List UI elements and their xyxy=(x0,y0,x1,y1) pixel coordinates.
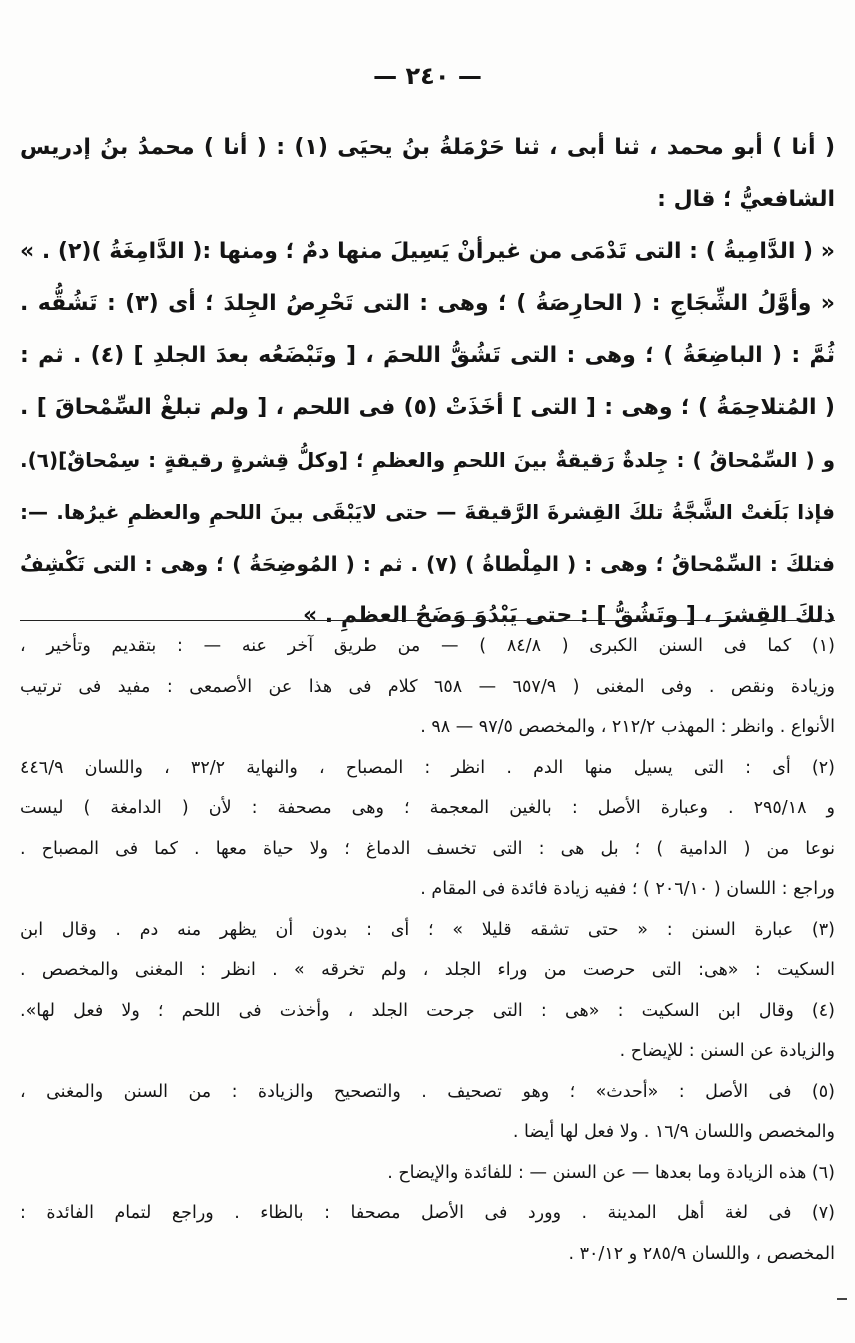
footnote-line: (٤) وقال ابن السكيت : «هى : التى جرحت الجلد ، وأخذت فى اللحم ؛ ولا فعل لها». xyxy=(20,1000,835,1021)
footnote-line: (٢) أى : التى يسيل منها الدم . انظر : المصباح ، والنهاية ٣٢/٢ ، واللسان ٤٤٦/٩ xyxy=(20,757,835,778)
scan-edge-mark xyxy=(837,1298,847,1300)
footnote-line: (٦) هذه الزيادة وما بعدها — عن السنن — : للفائدة والإيضاح . xyxy=(387,1162,835,1183)
main-text-line: و ( السِّمْحاقُ ) : جِلدةٌ رَقيقةٌ بينَ اللحمِ والعظمِ ؛ [وكلُّ قِشرةٍ رقيقةٍ : سِمْحاقٌ](٦). xyxy=(20,448,835,472)
main-text-line: ( أنا ) أبو محمد ، ثنا أبى ، ثنا حَرْمَلةُ بنُ يحيَى (١) : ( أنا ) محمدُ بنُ إدريس xyxy=(20,135,835,160)
footnote-line: نوعا من ( الدامية ) ؛ بل هى : التى تخسف الدماغ ؛ ولا حياة معها . كما فى المصباح . xyxy=(20,838,835,859)
main-text-line: فإذا بَلَغتْ الشَّجَّةُ تلكَ القِشرةَ الرَّقيقةَ — حتى لايَبْقَى بينَ اللحمِ والعظمِ غيرُها. —: xyxy=(20,500,835,524)
footnote-line: (١) كما فى السنن الكبرى ( ٨٤/٨ ) — من طريق آخر عنه — : بتقديم وتأخير ، xyxy=(20,636,835,656)
main-text-line: « وأوَّلُ الشِّجَاجِ : ( الحارِصَةُ ) ؛ وهى : التى تَحْرِصُ الجِلدَ ؛ أى (٣) : تَشُقُّه . xyxy=(20,291,835,316)
footnote-line: (٣) عبارة السنن : « حتى تشقه قليلا » ؛ أى : بدون أن يظهر منه دم . وقال ابن xyxy=(20,919,835,940)
footnote-line: (٥) فى الأصل : «أحدث» ؛ وهو تصحيف . والتصحيح والزيادة : من السنن والمغنى ، xyxy=(20,1081,835,1102)
main-text-line: فتلكَ : السِّمْحاقُ ؛ وهى : ( المِلْطاةُ ) (٧) . ثم : ( المُوضِحَةُ ) ؛ وهى : التى تَكْشِفُ xyxy=(20,552,835,576)
footnote-line: و ٢٩٥/١٨ . وعبارة الأصل : بالغين المعجمة ؛ وهى مصحفة : لأن ( الدامغة ) ليست xyxy=(20,798,835,818)
footnote-line: المخصص ، واللسان ٢٨٥/٩ و ٣٠/١٢ . xyxy=(568,1243,835,1264)
footnotes-block xyxy=(20,626,835,1274)
footnote-line: (٧) فى لغة أهل المدينة . وورد فى الأصل مصحفا : بالظاء . وراجع لتمام الفائدة : xyxy=(20,1203,835,1223)
footnote-line: والزيادة عن السنن : للإيضاح . xyxy=(619,1041,835,1061)
page-number: — ٢٤٠ — xyxy=(373,62,482,90)
footnote-line: والمخصص واللسان ١٦/٩ . ولا فعل لها أيضا . xyxy=(512,1122,835,1142)
main-text-line: ذلكَ القِشرَ ، [ وتَشُقُّ ] : حتى يَبْدُوَ وَضَحُ العظمِ . » xyxy=(302,603,835,628)
footnote-line: الأنواع . وانظر : المهذب ٢١٢/٢ ، والمخصص ٩٧/٥ — ٩٨ . xyxy=(420,717,835,737)
footnote-divider xyxy=(20,620,835,621)
main-text-line: الشافعيُّ ؛ قال : xyxy=(657,187,835,212)
footnote-line: وراجع : اللسان ( ٢٠٦/١٠ ) ؛ ففيه زيادة فائدة فى المقام . xyxy=(420,879,835,899)
main-text-line: « ( الدَّامِيةُ ) : التى تَدْمَى من غيرأنْ يَسِيلَ منها دمٌ ؛ ومنها :( الدَّامِغَةُ )(٢) . » xyxy=(20,239,835,264)
footnote-line: وزيادة ونقص . وفى المغنى ( ٦٥٧/٩ — ٦٥٨ كلام فى هذا عن الأصمعى : مفيد فى ترتيب xyxy=(20,676,835,697)
footnote-line: السكيت : «هى: التى حرصت من وراء الجلد ، ولم تخرقه » . انظر : المغنى والمخصص . xyxy=(20,960,835,980)
main-text-block xyxy=(20,122,835,642)
main-text-line: ثُمَّ : ( الباضِعَةُ ) ؛ وهى : التى تَشُقُّ اللحمَ ، [ وتَبْضَعُه بعدَ الجلدِ ] (٤) . ثم : xyxy=(20,343,835,368)
main-text-line: ( المُتلاحِمَةُ ) ؛ وهى : [ التى ] أخَذَتْ (٥) فى اللحم ، [ ولم تبلغْ السِّمْحاقَ ] . xyxy=(20,395,835,420)
